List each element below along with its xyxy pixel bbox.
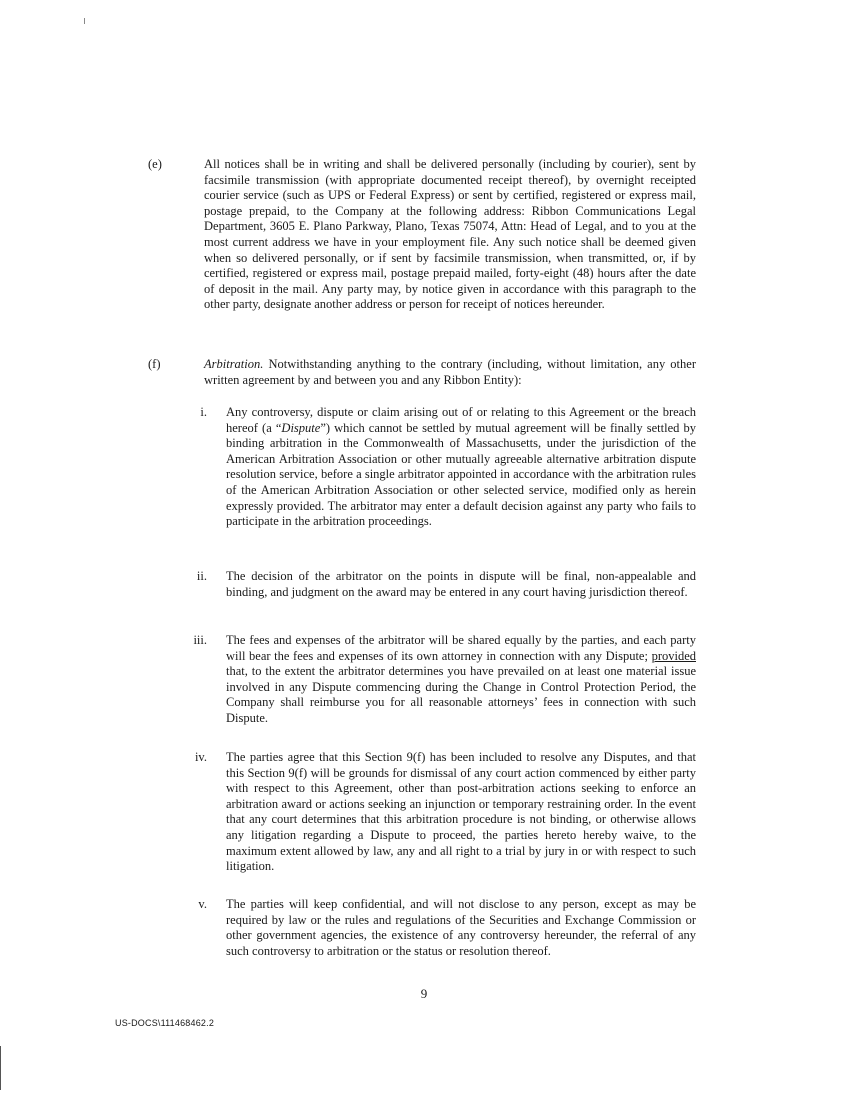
item-iii-text-before: The fees and expenses of the arbitrator will be shared equally by the parties, and each party will bear the fees and expenses of its own attorney in connection with any Dispute; [226, 633, 696, 663]
section-f-title: Arbitration. [204, 357, 264, 371]
item-ii-text: The decision of the arbitrator on the points in dispute will be final, non-appealable and binding, and judgment on the award may be entered in any court having jurisdiction thereof. [226, 569, 696, 599]
scan-artifact [84, 18, 85, 24]
item-i-text-before: Any controversy, dispute or claim arising out of or relating to this Agreement or the breach hereof (a “ [226, 405, 696, 435]
item-iii-text [226, 633, 696, 727]
section-e-marker: (e) [148, 157, 162, 171]
scan-edge-line [0, 1046, 1, 1090]
item-v-text: The parties will keep confidential, and will not disclose to any person, except as may be required by law or the rules and regulations of the Securities and Exchange Commission or other government agencies, the existence of any controversy hereunder, the referral of any such controversy to arbitration or the status or resolution thereof. [226, 897, 696, 958]
provided-term: provided [651, 648, 696, 663]
item-i-text [226, 405, 696, 530]
dispute-term: Dispute [281, 420, 321, 435]
page-number: 9 [420, 986, 428, 1001]
section-e-text: All notices shall be in writing and shall be delivered personally (including by courier), sent by facsimile transmission (with appropriate documented receipt thereof), by overnight receipted courier service (such as UPS or Federal Express) or sent by certified, registered or express mail, postage prepaid, to the Company at the following address: Ribbon Communications Legal Department, 3605 E. Plano Parkway, Plano, Texas 75074, Attn: Head of Legal, and to you at the most current address we have in your employment file. Any such notice shall be deemed given when so delivered personally, or if sent by facsimile transmission, when transmitted, or, if by certified, registered or express mail, postage prepaid mailed, forty-eight (48) hours after the date of deposit in the mail. Any party may, by notice given in accordance with this paragraph to the other party, designate another address or person for receipt of notices hereunder. [204, 157, 696, 312]
document-id: US-DOCS\111468462.2 [115, 1018, 215, 1028]
section-f-marker: (f) [148, 357, 161, 371]
item-iv-text: The parties agree that this Section 9(f) has been included to resolve any Disputes, and that this Section 9(f) will be grounds for dismissal of any court action commenced by either party with respect to this Agreement, other than post-arbitration actions seeking to enforce an arbitration award or actions seeking an injunction or temporary restraining order. In the event that any court determines that this arbitration procedure is not binding, or otherwise allows any litigation regarding a Dispute to proceed, the parties hereto hereby waive, to the maximum extent allowed by law, any and all right to a trial by jury in or with respect to such litigation. [226, 750, 696, 874]
item-v-marker: v. [198, 897, 207, 911]
section-f-intro [204, 357, 696, 388]
item-iii-marker: iii. [193, 633, 207, 647]
section-f-text: Notwithstanding anything to the contrary (including, without limitation, any other written agreement by and between you and any Ribbon Entity): [204, 357, 696, 387]
item-i-text-after: ”) which cannot be settled by mutual agreement will be finally settled by binding arbitration in the Commonwealth of Massachusetts, under the jurisdiction of the American Arbitration Association or other mutually agreeable alternative arbitration dispute resolution service, before a single arbitrator appointed in accordance with the arbitration rules of the American Arbitration Association or other selected service, modified only as herein expressly provided. The arbitrator may enter a default decision against any party who fails to participate in the arbitration proceedings. [226, 420, 696, 529]
item-iv-marker: iv. [194, 750, 207, 764]
item-ii-marker: ii. [196, 569, 207, 583]
item-iii-text-after: that, to the extent the arbitrator determines you have prevailed on at least one material issue involved in any Dispute commencing during the Change in Control Protection Period, the Company shall reimburse you for all reasonable attorneys’ fees in connection with such Dispute. [226, 664, 696, 725]
item-i-marker: i. [200, 405, 207, 419]
